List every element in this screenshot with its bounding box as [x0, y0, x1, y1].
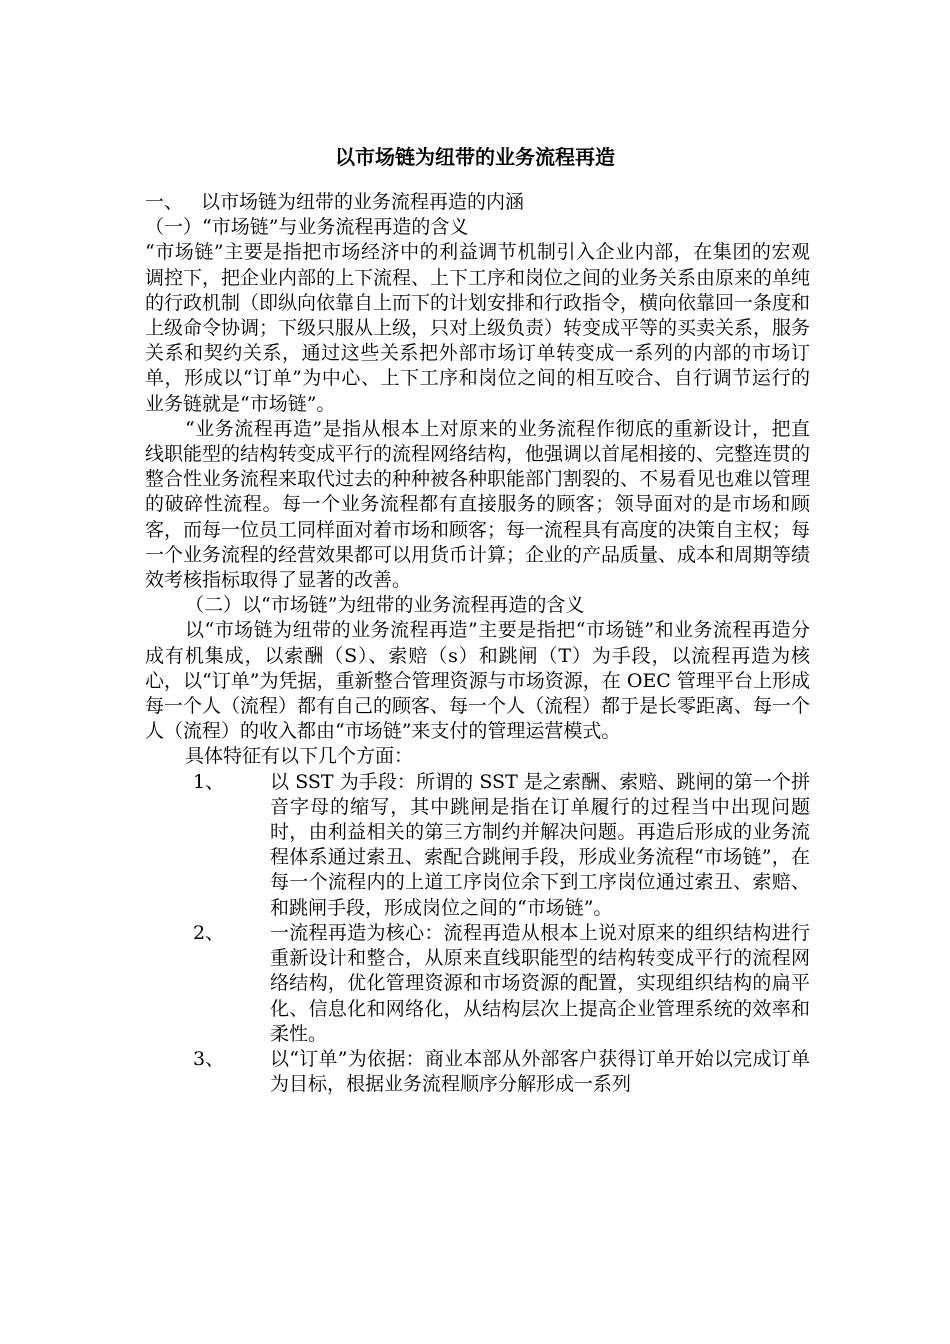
list-number: 3、 — [193, 1047, 225, 1070]
list-item — [145, 770, 810, 921]
list-number: 1、 — [193, 770, 225, 793]
section-heading-text: 以市场链为纽带的业务流程再造的内涵 — [201, 191, 525, 213]
subsection-heading-2: （二）以“市场链”为纽带的业务流程再造的含义 — [185, 594, 585, 617]
subsection-heading-1: （一）“市场链”与业务流程再造的含义 — [145, 216, 469, 239]
section-heading-1 — [145, 190, 810, 215]
list-item — [145, 1047, 810, 1097]
list-text: 以 SST 为手段：所谓的 SST 是之索酬、索赔、跳闸的第一个拼音字母的缩写，其中跳闸是指在订单履行的过程当中出现问题时，由利益相关的第三方制约并解决问题。再造后形成的业务流程体系通过索丑、索配合跳闸手段，形成业务流程“市场链”，在每一个流程内的上道工序岗位余下到工序岗位通过索丑、索赔、和跳闸手段，形成岗位之间的“市场链”。 — [270, 770, 810, 919]
document-title: 以市场链为纽带的业务流程再造 — [335, 145, 615, 169]
paragraph-definition: 以“市场链为纽带的业务流程再造”主要是指把“市场链”和业务流程再造分成有机集成，以索酬（S）、索赔（s）和跳闸（T）为手段，以流程再造为核心，以“订单”为凭据，重新整合管理资源与市场资源，在 OEC 管理平台上形成每一个人（流程）都有自己的顾客、每一个人（流程）都于是长零距离、每一个人（流程）的收入都由“市场链”来支付的管理运营模式。 — [145, 619, 811, 743]
paragraph-process-reengineering: “业务流程再造”是指从根本上对原来的业务流程作彻底的重新设计，把直线职能型的结构转变成平行的流程网络结构，他强调以首尾相接的、完整连贯的整合性业务流程来取代过去的种种被各种职能部门割裂的、不易看见也难以管理的破碎性流程。每一个业务流程都有直接服务的顾客；领导面对的是市场和顾客，而每一位员工同样面对着市场和顾客；每一流程具有高度的决策自主权；每一个业务流程的经营效果都可以用货币计算；企业的产品质量、成本和周期等绩效考核指标取得了显著的改善。 — [145, 417, 811, 592]
list-text: 一流程再造为核心：流程再造从根本上说对原来的组织结构进行重新设计和整合，从原来直线职能型的结构转变成平行的流程网络结构，优化管理资源和市场资源的配置，实现组织结构的扁平化、信息化和网络化，从结构层次上提高企业管理系统的效率和柔性。 — [270, 921, 810, 1045]
section-number: 一、 — [145, 191, 184, 213]
list-number: 2、 — [193, 921, 225, 944]
document-body — [145, 190, 810, 1097]
list-item — [145, 921, 810, 1047]
list-text: 以“订单”为依据：商业本部从外部客户获得订单开始以完成订单为目标，根据业务流程顺序分解形成一系列 — [270, 1047, 810, 1096]
paragraph-features-intro: 具体特征有以下几个方面： — [185, 745, 414, 768]
paragraph-market-chain: “市场链”主要是指把市场经济中的利益调节机制引入企业内部，在集团的宏观调控下，把企业内部的上下流程、上下工序和岗位之间的业务关系由原来的单纯的行政机制（即纵向依靠自上而下的计划安排和行政指令，横向依靠回一条度和上级命令协调；下级只服从上级，只对上级负责）转变成平等的买卖关系，服务关系和契约关系，通过这些关系把外部市场订单转变成一系列的内部的市场订单，形成以“订单”为中心、上下工序和岗位之间的相互咬合、自行调节运行的业务链就是“市场链”。 — [145, 241, 811, 415]
